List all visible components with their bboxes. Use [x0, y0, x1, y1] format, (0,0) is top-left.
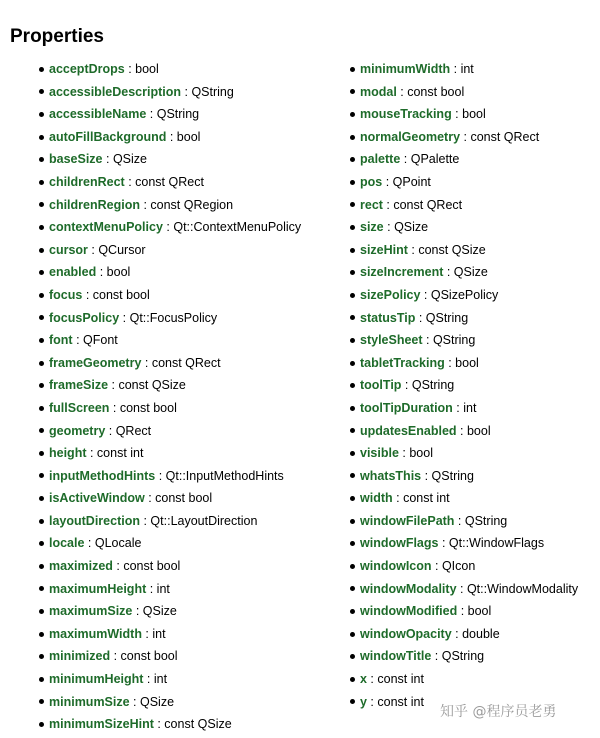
property-name-link[interactable]: acceptDrops	[49, 62, 125, 76]
property-name-link[interactable]: minimumWidth	[360, 62, 451, 76]
property-separator: :	[129, 694, 140, 709]
property-name-link[interactable]: maximized	[49, 559, 113, 574]
property-name-link[interactable]: windowIcon	[360, 559, 432, 574]
property-item	[39, 397, 301, 420]
property-item	[39, 713, 301, 736]
property-type: QString	[411, 378, 455, 393]
property-separator: :	[86, 446, 97, 461]
property-separator: :	[422, 333, 433, 348]
property-name-link[interactable]: autoFillBackground	[49, 129, 167, 144]
bullet-icon	[39, 383, 44, 388]
property-name-link[interactable]: windowOpacity	[360, 626, 452, 641]
bullet-icon	[350, 225, 355, 230]
property-name-link[interactable]: childrenRegion	[49, 197, 140, 212]
property-type: bool	[462, 107, 486, 122]
bullet-icon	[350, 428, 355, 433]
property-separator: :	[124, 62, 136, 76]
bullet-icon	[350, 677, 355, 682]
property-type: const QSize	[164, 717, 232, 732]
property-type: const QRegion	[150, 197, 234, 212]
property-type: QLocale	[94, 536, 142, 551]
property-item	[39, 81, 301, 104]
bullet-icon	[350, 496, 355, 501]
property-name-link[interactable]: isActiveWindow	[49, 491, 145, 506]
property-name-link[interactable]: geometry	[49, 423, 106, 438]
property-separator: :	[146, 581, 157, 596]
property-name-link[interactable]: contextMenuPolicy	[49, 220, 163, 235]
bullet-icon	[39, 180, 44, 185]
bullet-icon	[350, 451, 355, 456]
property-separator: :	[420, 287, 431, 302]
property-type: bool	[467, 604, 492, 619]
property-item	[39, 171, 301, 194]
property-separator: :	[456, 581, 467, 596]
property-item	[350, 194, 578, 217]
bullet-icon	[39, 338, 44, 343]
bullet-icon	[350, 586, 355, 591]
property-type: bool	[409, 446, 433, 461]
bullet-icon	[350, 383, 355, 388]
property-item	[39, 465, 301, 488]
property-separator: :	[444, 355, 456, 370]
property-item	[39, 126, 301, 149]
bullet-icon	[350, 654, 355, 659]
property-name-link[interactable]: accessibleName	[49, 107, 147, 122]
property-type: QString	[425, 310, 469, 325]
property-name-link[interactable]: mouseTracking	[360, 107, 452, 122]
property-separator: :	[105, 423, 116, 438]
bullet-icon	[350, 270, 355, 275]
property-type: const QRect	[135, 174, 204, 189]
property-type: Qt::ContextMenuPolicy	[173, 220, 302, 235]
property-type: const bool	[407, 84, 465, 99]
property-name-link[interactable]: focus	[49, 287, 83, 302]
property-name-link[interactable]: x	[360, 672, 367, 687]
properties-list-left	[39, 58, 301, 736]
property-item	[39, 600, 301, 623]
property-type: QFont	[83, 333, 118, 348]
property-separator: :	[421, 468, 432, 483]
bullet-icon	[350, 89, 355, 94]
property-separator: :	[141, 355, 152, 370]
property-type: QPoint	[392, 174, 431, 189]
property-name-link[interactable]: pos	[360, 174, 383, 189]
property-type: QSize	[112, 152, 147, 167]
property-item	[39, 623, 301, 646]
property-type: QString	[441, 649, 485, 664]
bullet-icon	[350, 338, 355, 343]
property-type: Qt::WindowModality	[466, 581, 579, 596]
property-type: const QRect	[470, 129, 540, 144]
property-type: QString	[432, 333, 476, 348]
property-type: const int	[403, 491, 450, 506]
property-type: Qt::WindowFlags	[448, 536, 545, 551]
property-name-link[interactable]: sizeIncrement	[360, 265, 444, 280]
property-name-link[interactable]: sizeHint	[360, 242, 408, 257]
property-name-link[interactable]: frameSize	[49, 378, 109, 393]
property-name-link[interactable]: layoutDirection	[49, 513, 140, 528]
bullet-icon	[39, 361, 44, 366]
property-item	[39, 307, 301, 330]
bullet-icon	[350, 202, 355, 207]
property-name-link[interactable]: visible	[360, 446, 399, 461]
property-separator: :	[454, 513, 465, 528]
property-separator: :	[431, 649, 442, 664]
property-name-link[interactable]: toolTipDuration	[360, 400, 453, 415]
property-separator: :	[96, 265, 107, 280]
property-item	[350, 148, 578, 171]
property-name-link[interactable]: styleSheet	[360, 333, 423, 348]
property-separator: :	[119, 310, 130, 325]
bullet-icon	[39, 406, 44, 411]
property-type: QSize	[142, 604, 177, 619]
property-name-link[interactable]: maximumHeight	[49, 581, 147, 596]
property-item	[39, 510, 301, 533]
property-separator: :	[82, 287, 93, 302]
property-type: const bool	[120, 649, 178, 664]
property-name-link[interactable]: locale	[49, 536, 85, 551]
property-item	[350, 442, 578, 465]
property-item	[350, 284, 578, 307]
property-item	[350, 216, 578, 239]
property-item	[350, 578, 578, 601]
property-separator: :	[153, 717, 165, 732]
bullet-icon	[39, 270, 44, 275]
property-separator: :	[392, 491, 404, 506]
property-separator: :	[438, 536, 449, 551]
property-type: bool	[176, 129, 201, 144]
property-item	[39, 329, 301, 352]
property-item	[39, 103, 301, 126]
bullet-icon	[39, 677, 44, 682]
property-name-link[interactable]: focusPolicy	[49, 310, 120, 325]
property-separator: :	[457, 604, 468, 619]
property-name-link[interactable]: cursor	[49, 242, 88, 257]
page-title: Properties	[10, 25, 104, 47]
property-name-link[interactable]: windowTitle	[360, 649, 432, 664]
bullet-icon	[39, 451, 44, 456]
property-item	[350, 623, 578, 646]
property-name-link[interactable]: fullScreen	[49, 400, 110, 415]
bullet-icon	[350, 519, 355, 524]
bullet-icon	[350, 293, 355, 298]
property-item	[350, 397, 578, 420]
bullet-icon	[39, 699, 44, 704]
property-item	[39, 239, 301, 262]
bullet-icon	[350, 473, 355, 478]
bullet-icon	[39, 225, 44, 230]
property-type: bool	[135, 62, 159, 76]
property-type: QString	[431, 468, 474, 483]
property-separator: :	[451, 626, 463, 641]
property-separator: :	[366, 672, 378, 687]
property-separator: :	[431, 559, 442, 574]
bullet-icon	[350, 564, 355, 569]
property-name-link[interactable]: palette	[360, 152, 401, 167]
property-name-link[interactable]: frameGeometry	[49, 355, 142, 370]
property-separator: :	[84, 536, 95, 551]
property-separator: :	[452, 400, 464, 415]
property-separator: :	[456, 423, 467, 438]
property-type: QSizePolicy	[430, 287, 499, 302]
property-separator: :	[382, 197, 394, 212]
bullet-icon	[39, 564, 44, 569]
property-item	[39, 487, 301, 510]
property-item	[350, 261, 578, 284]
property-type: int	[463, 400, 477, 415]
property-name-link[interactable]: rect	[360, 197, 383, 212]
property-type: const bool	[155, 491, 213, 506]
properties-list-right	[350, 58, 578, 713]
bullet-icon	[350, 248, 355, 253]
property-item	[350, 645, 578, 668]
property-item	[39, 532, 301, 555]
property-item	[350, 352, 578, 375]
property-type: QPalette	[410, 152, 460, 167]
property-item	[39, 691, 301, 714]
property-name-link[interactable]: windowModality	[360, 581, 457, 596]
bullet-icon	[350, 632, 355, 637]
property-item	[350, 555, 578, 578]
property-name-link[interactable]: accessibleDescription	[49, 84, 182, 99]
bullet-icon	[350, 112, 355, 117]
property-item	[39, 442, 301, 465]
property-item	[350, 487, 578, 510]
property-item	[39, 645, 301, 668]
property-name-link[interactable]: windowModified	[360, 604, 458, 619]
property-separator: :	[87, 242, 99, 257]
property-separator: :	[162, 220, 174, 235]
property-separator: :	[396, 84, 408, 99]
bullet-icon	[39, 609, 44, 614]
bullet-icon	[39, 496, 44, 501]
property-separator: :	[166, 129, 177, 144]
property-separator: :	[366, 694, 378, 709]
property-item	[39, 420, 301, 443]
bullet-icon	[39, 541, 44, 546]
property-separator: :	[143, 672, 154, 687]
property-item	[39, 555, 301, 578]
property-name-link[interactable]: font	[49, 333, 73, 348]
property-separator: :	[401, 378, 412, 393]
bullet-icon	[39, 112, 44, 117]
property-name-link[interactable]: windowFlags	[360, 536, 439, 551]
bullet-icon	[350, 541, 355, 546]
bullet-icon	[39, 293, 44, 298]
bullet-icon	[350, 157, 355, 162]
property-type: int	[152, 626, 166, 641]
property-type: bool	[106, 265, 131, 280]
property-item	[350, 329, 578, 352]
property-separator: :	[110, 649, 121, 664]
property-item	[350, 465, 578, 488]
property-item	[350, 239, 578, 262]
property-item	[350, 668, 578, 691]
property-name-link[interactable]: y	[360, 694, 367, 709]
bullet-icon	[39, 473, 44, 478]
property-item	[39, 194, 301, 217]
property-type: Qt::LayoutDirection	[150, 513, 258, 528]
property-type: const int	[377, 694, 424, 709]
property-separator: :	[140, 513, 151, 528]
property-type: const QSize	[118, 378, 186, 393]
property-name-link[interactable]: sizePolicy	[360, 287, 421, 302]
bullet-icon	[39, 428, 44, 433]
property-item	[350, 126, 578, 149]
bullet-icon	[39, 722, 44, 727]
property-separator: :	[460, 129, 471, 144]
property-item	[39, 374, 301, 397]
property-separator: :	[132, 604, 143, 619]
property-type: const bool	[119, 400, 177, 415]
bullet-icon	[350, 315, 355, 320]
bullet-icon	[350, 699, 355, 704]
property-name-link[interactable]: enabled	[49, 265, 97, 280]
property-name-link[interactable]: baseSize	[49, 152, 103, 167]
property-separator: :	[144, 491, 156, 506]
bullet-icon	[350, 406, 355, 411]
property-item	[39, 58, 301, 81]
property-separator: :	[451, 107, 463, 122]
bullet-icon	[39, 67, 44, 72]
bullet-icon	[39, 248, 44, 253]
property-separator: :	[443, 265, 454, 280]
property-type: QString	[156, 107, 200, 122]
property-type: const int	[96, 446, 144, 461]
property-separator: :	[155, 468, 166, 483]
property-item	[350, 510, 578, 533]
bullet-icon	[39, 202, 44, 207]
property-item	[350, 103, 578, 126]
property-separator: :	[102, 152, 113, 167]
property-type: const int	[377, 672, 424, 687]
property-type: QString	[191, 84, 234, 99]
property-separator: :	[181, 84, 192, 99]
property-separator: :	[382, 174, 393, 189]
property-item	[39, 148, 301, 171]
property-separator: :	[450, 62, 461, 76]
property-name-link[interactable]: whatsThis	[360, 468, 422, 483]
property-type: bool	[466, 423, 491, 438]
property-item	[39, 216, 301, 239]
property-separator: :	[400, 152, 411, 167]
watermark: 知乎 @程序员老勇	[440, 704, 557, 720]
bullet-icon	[39, 519, 44, 524]
property-type: int	[153, 672, 168, 687]
property-name-link[interactable]: maximumSize	[49, 604, 133, 619]
property-item	[350, 171, 578, 194]
bullet-icon	[39, 315, 44, 320]
property-item	[39, 261, 301, 284]
bullet-icon	[350, 609, 355, 614]
property-type: Qt::InputMethodHints	[165, 468, 284, 483]
property-name-link[interactable]: maximumWidth	[49, 626, 142, 641]
property-name-link[interactable]: toolTip	[360, 378, 402, 393]
bullet-icon	[39, 89, 44, 94]
property-name-link[interactable]: minimized	[49, 649, 111, 664]
property-type: bool	[455, 355, 479, 370]
property-type: QString	[464, 513, 508, 528]
property-name-link[interactable]: width	[360, 491, 393, 506]
property-type: const QRect	[393, 197, 463, 212]
property-name-link[interactable]: updatesEnabled	[360, 423, 457, 438]
property-type: QCursor	[98, 242, 146, 257]
property-name-link[interactable]: windowFilePath	[360, 513, 455, 528]
property-type: Qt::FocusPolicy	[129, 310, 218, 325]
property-item	[350, 307, 578, 330]
bullet-icon	[350, 361, 355, 366]
property-name-link[interactable]: modal	[360, 84, 397, 99]
bullet-icon	[350, 135, 355, 140]
property-item	[350, 420, 578, 443]
property-type: const QRect	[151, 355, 221, 370]
property-type: QSize	[140, 694, 175, 709]
property-item	[350, 600, 578, 623]
property-name-link[interactable]: statusTip	[360, 310, 416, 325]
property-separator: :	[398, 446, 410, 461]
property-type: QIcon	[441, 559, 476, 574]
property-name-link[interactable]: inputMethodHints	[49, 468, 156, 483]
bullet-icon	[39, 157, 44, 162]
bullet-icon	[39, 632, 44, 637]
property-type: int	[460, 62, 474, 76]
property-item	[350, 81, 578, 104]
property-separator: :	[139, 197, 151, 212]
property-separator: :	[108, 378, 119, 393]
property-item	[39, 352, 301, 375]
property-separator: :	[109, 400, 120, 415]
property-item	[39, 578, 301, 601]
property-name-link[interactable]: minimumSizeHint	[49, 717, 154, 732]
property-separator: :	[383, 220, 395, 235]
property-separator: :	[415, 310, 426, 325]
property-item	[39, 284, 301, 307]
property-separator: :	[72, 333, 84, 348]
property-item	[350, 58, 578, 81]
bullet-icon	[350, 180, 355, 185]
property-separator: :	[112, 559, 124, 574]
bullet-icon	[39, 135, 44, 140]
bullet-icon	[39, 654, 44, 659]
property-type: const bool	[92, 287, 150, 302]
property-type: const bool	[123, 559, 181, 574]
property-type: int	[156, 581, 170, 596]
property-type: QRect	[115, 423, 152, 438]
property-item	[39, 668, 301, 691]
property-name-link[interactable]: normalGeometry	[360, 129, 461, 144]
property-item	[350, 374, 578, 397]
property-type: const QSize	[418, 242, 486, 257]
property-name-link[interactable]: minimumHeight	[49, 672, 144, 687]
property-type: QSize	[453, 265, 488, 280]
property-separator: :	[146, 107, 157, 122]
property-item	[350, 532, 578, 555]
bullet-icon	[350, 67, 355, 72]
property-name-link[interactable]: minimumSize	[49, 694, 130, 709]
property-separator: :	[407, 242, 419, 257]
property-type: QSize	[394, 220, 429, 235]
property-name-link[interactable]: childrenRect	[49, 174, 125, 189]
property-name-link[interactable]: size	[360, 220, 384, 235]
property-separator: :	[124, 174, 136, 189]
bullet-icon	[39, 586, 44, 591]
property-name-link[interactable]: tabletTracking	[360, 355, 445, 370]
property-name-link[interactable]: height	[49, 446, 87, 461]
property-type: double	[462, 626, 500, 641]
property-separator: :	[141, 626, 153, 641]
